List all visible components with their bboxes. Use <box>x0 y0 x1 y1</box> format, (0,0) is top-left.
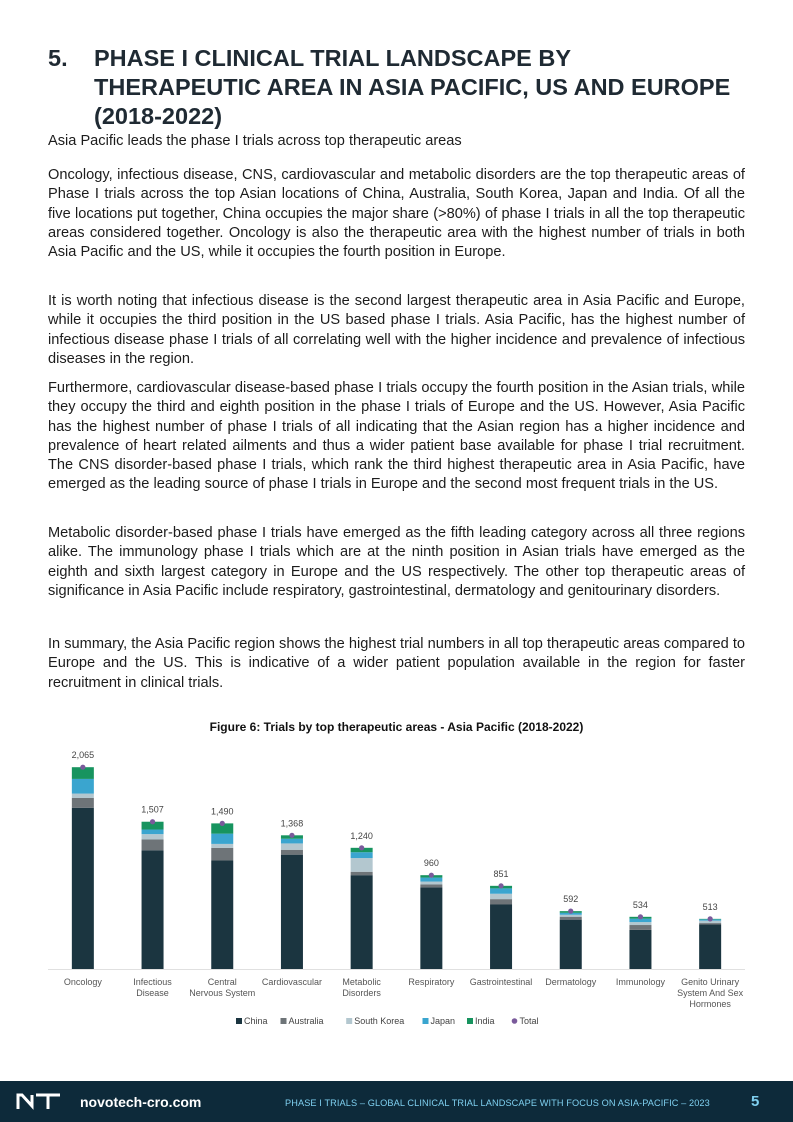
bar-segment <box>211 848 233 861</box>
total-label: 1,490 <box>210 806 234 817</box>
bar-segment <box>490 899 512 904</box>
bar-segment <box>72 779 94 794</box>
section-number: 5. <box>48 45 68 71</box>
bar-segment <box>490 888 512 893</box>
bar-segment <box>142 830 164 835</box>
page-number: 5 <box>751 1093 760 1110</box>
total-marker <box>708 916 713 921</box>
bar-segment <box>420 884 442 887</box>
footer-text: PHASE I TRIALS – GLOBAL CLINICAL TRIAL LANDSCAPE WITH FOCUS ON ASIA-PACIFIC – 2023 <box>285 1098 710 1108</box>
legend-swatch <box>512 1018 518 1024</box>
category-label: Respiratory <box>408 977 455 987</box>
bar-segment <box>699 923 721 924</box>
bar-segment <box>281 839 303 844</box>
legend-label: Total <box>519 1016 539 1026</box>
category-label: Oncology <box>63 977 102 987</box>
total-label: 1,240 <box>350 830 373 841</box>
paragraph-5: In summary, the Asia Pacific region shows the highest trial numbers in all top therapeutic areas compared to Europe and the US. This is indicative of a wider patient population available in the region for faster recruitment in clinical trials. <box>48 636 745 691</box>
bar-segment <box>211 834 233 844</box>
bar-segment <box>629 922 651 925</box>
total-marker <box>220 821 225 826</box>
legend-label: India <box>475 1016 495 1026</box>
bar-segment <box>281 850 303 855</box>
legend-label: South Korea <box>354 1016 405 1026</box>
legend-swatch <box>346 1018 352 1024</box>
bar-segment <box>699 925 721 969</box>
total-label: 513 <box>702 901 718 912</box>
legend-swatch <box>467 1018 473 1024</box>
total-label: 534 <box>632 899 648 910</box>
bar-segment <box>72 794 94 798</box>
category-label: Gastrointestinal <box>469 977 533 987</box>
paragraph-3: Furthermore, cardiovascular disease-based phase I trials occupy the fourth position in the Asian trials, while they occupy the third and eighth position in the phase I trials of Europe and the US. However, Asia Pacific has the highest number of phase I trials of all indicating that the Asian region has a higher incidence and prevalence of heart related ailments and thus a wider patient base available for phase I trial recruitment. The CNS disorder-based phase I trials, which rank the third highest therapeutic area in Asia Pacific, have emerged as the leading source of phase I trials in Europe and the second most frequent trials in the US. <box>48 380 745 493</box>
total-marker <box>568 909 573 914</box>
bar-segment <box>72 798 94 808</box>
stacked-bar-chart <box>0 740 793 1040</box>
bar-segment <box>420 887 442 969</box>
category-label: Dermatology <box>545 977 597 987</box>
bar-segment <box>211 844 233 848</box>
category-label: Infectious Disease <box>133 977 172 998</box>
category-label: Cardiovascular <box>261 977 322 987</box>
bar-segment <box>142 840 164 851</box>
total-label: 851 <box>493 868 509 879</box>
bar-segment <box>560 915 582 917</box>
figure-title: Figure 6: Trials by top therapeutic areas - Asia Pacific (2018-2022) <box>209 720 584 734</box>
legend-label: Australia <box>288 1016 324 1026</box>
paragraph-lead: Asia Pacific leads the phase I trials across top therapeutic areas <box>48 133 462 149</box>
bar-segment <box>211 861 233 969</box>
total-label: 1,368 <box>280 818 304 829</box>
total-marker <box>638 914 643 919</box>
bar-segment <box>420 882 442 885</box>
total-marker <box>359 845 364 850</box>
total-marker <box>429 873 434 878</box>
footer <box>0 1081 793 1122</box>
legend-label: Japan <box>430 1016 456 1026</box>
category-label: Immunology <box>615 977 665 987</box>
bar-segment <box>490 894 512 899</box>
legend-swatch <box>423 1018 429 1024</box>
bar-segment <box>351 875 373 969</box>
bar-segment <box>629 925 651 930</box>
paragraph-1: Oncology, infectious disease, CNS, cardiovascular and metabolic disorders are the top therapeutic areas of Phase I trials across the top Asian locations of China, Australia, South Korea, Japan and India. Of all the five locations put together, China occupies the major share (>80%) of phase I trials in all the top therapeutic areas considered together. Oncology is also the therapeutic area with the highest number of trials in both Asia Pacific and the US, while it occupies the fourth position in Europe. <box>48 167 745 261</box>
bar-segment <box>281 843 303 849</box>
bar-segment <box>560 920 582 969</box>
bar-segment <box>281 855 303 969</box>
bar-segment <box>351 852 373 858</box>
total-label: 1,507 <box>141 804 164 815</box>
bar-segment <box>629 930 651 969</box>
category-label: Central Nervous System <box>189 977 256 998</box>
bar-segment <box>351 872 373 875</box>
category-label: Metabolic Disorders <box>342 977 381 998</box>
total-marker <box>289 833 294 838</box>
bar-segment <box>351 858 373 872</box>
bar-segment <box>142 850 164 969</box>
total-label: 592 <box>563 894 579 905</box>
total-label: 960 <box>423 858 439 869</box>
total-marker <box>150 819 155 824</box>
footer-site-link[interactable]: novotech-cro.com <box>80 1094 202 1110</box>
category-label: Genito Urinary System And Sex Hormones <box>677 977 744 1009</box>
bar-segment <box>72 808 94 969</box>
total-marker <box>80 765 85 770</box>
paragraph-2: It is worth noting that infectious disease is the second largest therapeutic area in Asia Pacific and Europe, while it occupies the third position in the US based phase I trials. Asia Pacific, has the highest number of infectious disease phase I trials of all correlating well with the higher incidence and prevalence of infectious diseases in the region. <box>48 293 745 367</box>
bar-segment <box>420 878 442 882</box>
legend-swatch <box>236 1018 242 1024</box>
legend-label: China <box>244 1016 268 1026</box>
total-label: 2,065 <box>71 750 95 761</box>
novotech-logo-icon <box>16 1091 66 1111</box>
bar-segment <box>490 905 512 970</box>
bar-segment <box>142 834 164 839</box>
bar-segment <box>560 917 582 920</box>
paragraph-4: Metabolic disorder-based phase I trials have emerged as the fifth leading category across all three regions alike. The immunology phase I trials which are at the ninth position in Asian trials have emerged as the eighth and sixth largest category in Europe and the US respectively. The other top therapeutic areas of significance in Asia Pacific include respiratory, gastrointestinal, dermatology and genitourinary disorders. <box>48 525 745 599</box>
total-marker <box>498 883 503 888</box>
section-title: PHASE I CLINICAL TRIAL LANDSCAPE BY THERAPEUTIC AREA IN ASIA PACIFIC, US AND EUROPE (2018-2022) <box>94 45 731 129</box>
legend-swatch <box>281 1018 287 1024</box>
